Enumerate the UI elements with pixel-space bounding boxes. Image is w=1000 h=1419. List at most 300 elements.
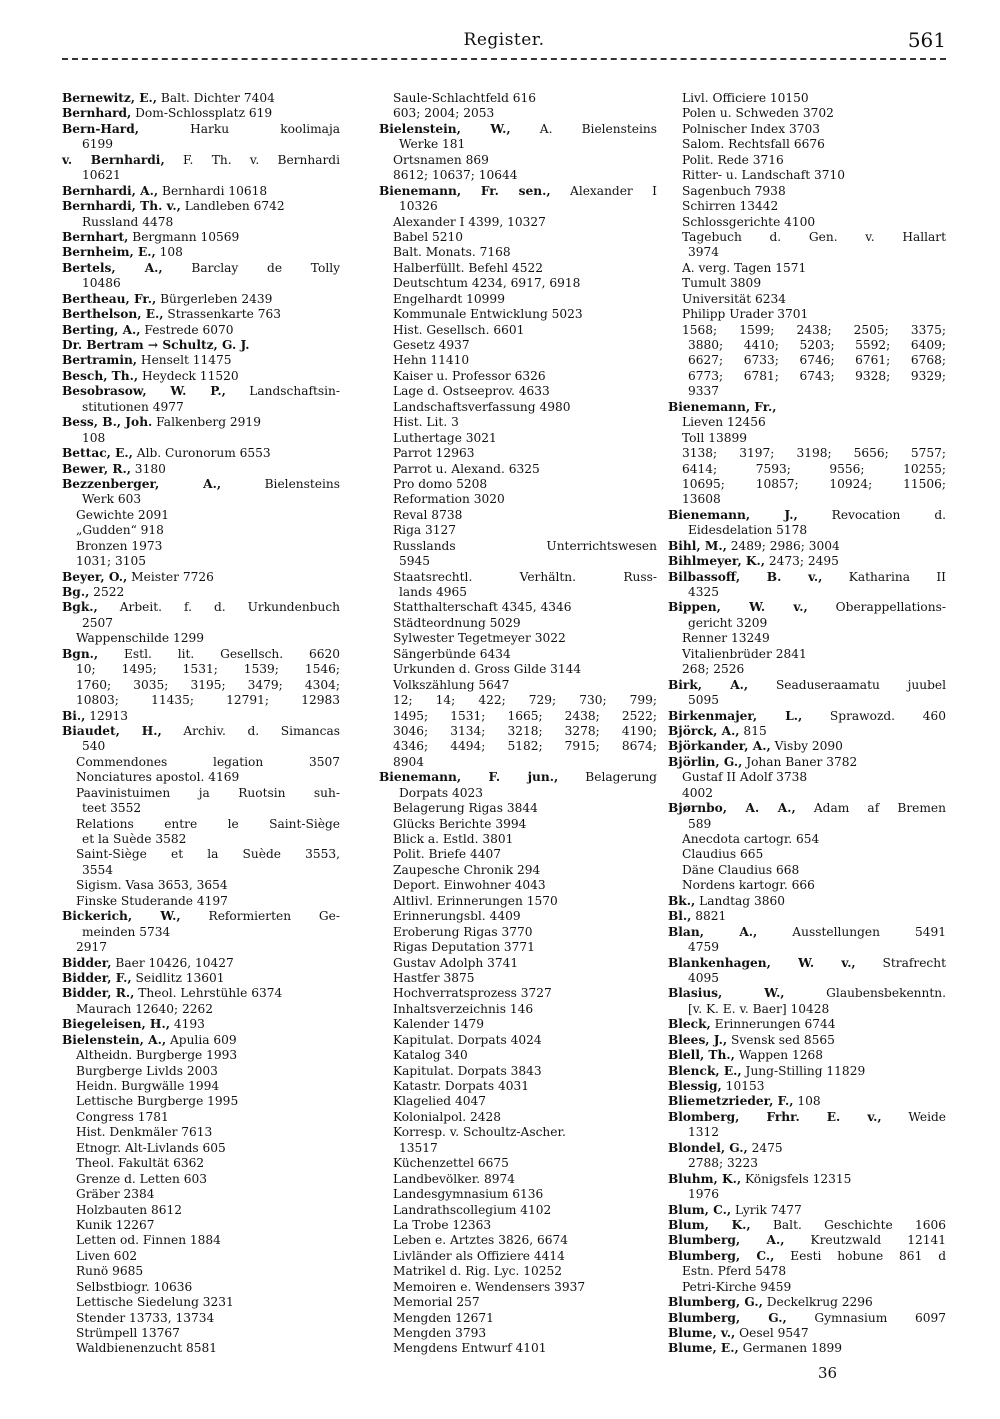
entry-text: 13608 <box>682 492 721 507</box>
entry-text: Estn. Pferd 5478 <box>682 1264 787 1279</box>
entry-text: Russlands Unterrichtswesen <box>393 538 657 553</box>
index-line <box>379 786 657 801</box>
index-line <box>668 323 946 338</box>
entry-text: Nonciatures apostol. 4169 <box>76 770 240 785</box>
entry-text: Gymnasium 6097 <box>786 1310 946 1325</box>
index-line <box>379 1017 657 1032</box>
entry-text: Belagerung Rigas 3844 <box>393 801 538 816</box>
entry-text: Burgberge Livlds 2003 <box>76 1063 218 1078</box>
index-line <box>668 431 946 446</box>
entry-text: Pro domo 5208 <box>393 476 488 491</box>
entry-text: Revocation d. <box>797 507 946 522</box>
entry-text: 3880; 4410; 5203; 5592; 6409; <box>688 338 946 352</box>
entry-text: Paavinistuimen ja Ruotsin suh- <box>76 785 340 800</box>
entry-text: 10153 <box>721 1079 765 1093</box>
entry-text: 540 <box>82 739 106 754</box>
entry-text: 4325 <box>688 585 720 599</box>
index-line <box>379 292 657 307</box>
entry-author: v. Bernhardi, <box>62 152 165 167</box>
entry-text: Archiv. d. Simancas <box>161 723 340 738</box>
entry-author: Blees, J., <box>668 1032 728 1047</box>
index-line <box>62 940 340 955</box>
entry-text: 2788; 3223 <box>688 1156 759 1171</box>
index-line <box>668 616 946 631</box>
entry-text: Salom. Rechtsfall 6676 <box>682 137 825 152</box>
index-line <box>62 184 340 199</box>
index-line <box>668 137 946 152</box>
entry-text: Balt. Geschichte 1606 <box>750 1217 946 1232</box>
entry-text: 108 <box>155 245 183 260</box>
entry-text: Katalog 340 <box>393 1048 468 1063</box>
entry-text: 268; 2526 <box>682 662 745 677</box>
entry-text: Balt. Monats. 7168 <box>393 245 511 260</box>
entry-text: 8904 <box>393 754 425 769</box>
entry-text: Werke 181 <box>399 137 466 152</box>
index-line <box>379 1295 657 1310</box>
index-line <box>62 492 340 507</box>
entry-text: Hehn 11410 <box>393 353 470 368</box>
entry-text: Mengdens Entwurf 4101 <box>393 1341 547 1356</box>
entry-text: Germanen 1899 <box>738 1341 842 1356</box>
index-line <box>668 307 946 322</box>
entry-text: Reformation 3020 <box>393 492 505 507</box>
index-line <box>668 261 946 276</box>
index-line <box>668 539 946 554</box>
entry-text: Alb. Curonorum 6553 <box>132 446 271 461</box>
index-line <box>379 1048 657 1063</box>
entry-text: Sagenbuch 7938 <box>682 183 786 198</box>
index-line <box>379 631 657 646</box>
entry-text: Inhaltsverzeichnis 146 <box>393 1001 534 1016</box>
index-line <box>379 693 657 708</box>
entry-author: Björlin, G., <box>668 754 743 769</box>
entry-author: Blondel, G., <box>668 1140 748 1155</box>
entry-text: Liven 602 <box>76 1248 138 1263</box>
entry-author: Blumberg, G., <box>668 1310 787 1325</box>
index-line <box>668 1341 946 1356</box>
entry-text: Kapitulat. Dorpats 4024 <box>393 1032 542 1047</box>
entry-author: Bippen, W. v., <box>668 600 808 615</box>
entry-text: Gewichte 2091 <box>76 507 169 522</box>
entry-text: Landesgymnasium 6136 <box>393 1187 544 1202</box>
entry-author: Bertramin, <box>62 353 138 368</box>
entry-author: Blasius, W., <box>668 986 785 1001</box>
entry-text: Falkenberg 2919 <box>152 415 261 430</box>
entry-text: Saule-Schlachtfeld 616 <box>393 91 537 105</box>
index-line <box>379 1326 657 1341</box>
entry-text: Landschaftsin- <box>225 384 341 399</box>
entry-text: 8821 <box>691 909 727 924</box>
entry-author: Besobrasow, W. P., <box>62 384 226 399</box>
index-column-1 <box>62 91 340 1357</box>
index-line <box>668 1079 946 1094</box>
index-line <box>379 1311 657 1326</box>
index-line <box>379 1110 657 1125</box>
index-line <box>62 1218 340 1233</box>
index-line <box>379 1156 657 1171</box>
index-line <box>379 215 657 230</box>
index-line <box>62 1094 340 1109</box>
entry-text: Staatsrechtl. Verhältn. Russ- <box>393 569 657 584</box>
entry-text: Parrot u. Alexand. 6325 <box>393 461 540 476</box>
index-line <box>668 415 946 430</box>
index-line <box>62 554 340 569</box>
index-line <box>668 956 946 971</box>
index-line <box>62 1064 340 1079</box>
entry-text: F. Th. v. Bernhardi <box>164 152 340 167</box>
entry-text: Holzbauten 8612 <box>76 1202 183 1217</box>
entry-text: 3180 <box>130 461 166 476</box>
entry-text: Landtag 3860 <box>695 893 785 908</box>
index-line <box>62 1156 340 1171</box>
index-line <box>379 338 657 353</box>
entry-text: Städteordnung 5029 <box>393 615 521 630</box>
entry-text: Schirren 13442 <box>682 199 779 214</box>
entry-text: Stender 13733, 13734 <box>76 1310 215 1325</box>
entry-text: Kapitulat. Dorpats 3843 <box>393 1063 542 1078</box>
page-header <box>62 30 946 52</box>
index-line <box>62 986 340 1001</box>
index-line <box>668 1125 946 1140</box>
entry-text: 1495; 1531; 1665; 2438; 2522; <box>393 708 657 723</box>
entry-text: Livländer als Offiziere 4414 <box>393 1248 565 1263</box>
entry-text: Renner 13249 <box>682 631 770 646</box>
index-line <box>379 462 657 477</box>
index-line <box>62 956 340 971</box>
index-line <box>62 801 340 816</box>
entry-text: 2475 <box>747 1140 783 1155</box>
entry-text: 10803; 11435; 12791; 12983 <box>76 693 340 708</box>
index-line <box>668 1187 946 1202</box>
index-line <box>668 369 946 384</box>
entry-text: Harku koolimaja <box>139 121 340 136</box>
entry-text: 108 <box>82 430 106 445</box>
entry-text: Küchenzettel 6675 <box>393 1156 509 1171</box>
index-column-3 <box>668 91 946 1357</box>
index-line <box>62 1125 340 1140</box>
entry-text: Oesel 9547 <box>735 1326 809 1340</box>
entry-author: Bleck, <box>668 1017 711 1032</box>
entry-text: Deport. Einwohner 4043 <box>393 878 546 893</box>
index-line <box>668 1233 946 1248</box>
entry-text: Wappen 1268 <box>734 1048 824 1063</box>
entry-text: Kalender 1479 <box>393 1017 485 1032</box>
entry-text: Letten od. Finnen 1884 <box>76 1233 221 1248</box>
entry-author: Besch, Th., <box>62 368 139 383</box>
index-line <box>668 462 946 477</box>
index-line <box>379 1141 657 1156</box>
index-line <box>62 925 340 940</box>
index-line <box>62 878 340 893</box>
index-line <box>62 230 340 245</box>
entry-text: Altlivl. Erinnerungen 1570 <box>393 893 558 908</box>
index-line <box>379 1233 657 1248</box>
entry-text: Festrede 6070 <box>140 322 234 337</box>
index-line <box>668 724 946 739</box>
entry-text: [v. K. E. v. Baer] 10428 <box>688 1001 830 1016</box>
page-number: 561 <box>907 28 946 52</box>
entry-text: Baer 10426, 10427 <box>111 955 234 970</box>
entry-text: Landrathscollegium 4102 <box>393 1202 552 1217</box>
index-line <box>62 415 340 430</box>
entry-text: Memoiren e. Wendensers 3937 <box>393 1279 586 1294</box>
index-line <box>668 678 946 693</box>
index-line <box>668 1249 946 1264</box>
index-line <box>668 863 946 878</box>
entry-text: Lyrik 7477 <box>731 1202 802 1217</box>
index-line <box>379 1280 657 1295</box>
index-line <box>379 508 657 523</box>
entry-text: Sylwester Tegetmeyer 3022 <box>393 631 566 646</box>
entry-text: Glücks Berichte 3994 <box>393 816 527 831</box>
entry-author: Blumberg, G., <box>668 1295 763 1310</box>
entry-author: Bess, B., Joh. <box>62 415 153 430</box>
index-line <box>379 971 657 986</box>
entry-author: Bgn., <box>62 646 99 661</box>
entry-text: Urkunden d. Gross Gilde 3144 <box>393 662 582 677</box>
index-line <box>62 400 340 415</box>
entry-text: Strafrecht <box>855 955 946 970</box>
entry-text: Luthertage 3021 <box>393 430 497 445</box>
entry-text: Ortsnamen 869 <box>393 152 489 167</box>
entry-text: Theol. Fakultät 6362 <box>76 1156 205 1171</box>
entry-text: 1312 <box>688 1125 720 1140</box>
entry-text: Königsfels 12315 <box>741 1171 852 1186</box>
entry-text: 8612; 10637; 10644 <box>393 168 518 183</box>
entry-text: Babel 5210 <box>393 229 464 244</box>
entry-text: 10326 <box>399 199 438 214</box>
entry-text: Congress 1781 <box>76 1109 169 1124</box>
entry-text: Halberfüllt. Befehl 4522 <box>393 260 543 275</box>
entry-text: 2917 <box>76 940 108 955</box>
entry-author: Bjørnbo, A. A., <box>668 801 796 816</box>
index-line <box>379 1094 657 1109</box>
entry-text: A. Bielensteins <box>510 121 657 136</box>
index-line <box>379 1249 657 1264</box>
index-line <box>62 863 340 878</box>
index-line <box>62 631 340 646</box>
index-line <box>379 153 657 168</box>
index-line <box>62 168 340 183</box>
index-line <box>668 894 946 909</box>
entry-text: Philipp Urader 3701 <box>682 307 809 322</box>
entry-text: 12; 14; 422; 729; 730; 799; <box>393 693 657 708</box>
index-line <box>62 384 340 399</box>
entry-author: Bluhm, K., <box>668 1171 742 1186</box>
index-line <box>668 940 946 955</box>
entry-text: Sängerbünde 6434 <box>393 646 511 661</box>
index-line <box>379 755 657 770</box>
index-line <box>379 925 657 940</box>
entry-text: Nordens kartogr. 666 <box>682 878 815 893</box>
index-line <box>379 539 657 554</box>
index-line <box>62 1017 340 1032</box>
entry-text: stitutionen 4977 <box>82 399 184 414</box>
entry-text: Meister 7726 <box>127 569 214 584</box>
index-line <box>379 230 657 245</box>
index-line <box>668 631 946 646</box>
entry-text: 4002 <box>682 785 714 800</box>
index-line <box>668 847 946 862</box>
index-line <box>668 1326 946 1341</box>
index-line <box>668 292 946 307</box>
entry-text: Russland 4478 <box>82 214 174 229</box>
entry-text: Kaiser u. Professor 6326 <box>393 368 546 383</box>
entry-text: Henselt 11475 <box>137 353 232 368</box>
index-line <box>668 585 946 600</box>
entry-text: Tumult 3809 <box>682 276 762 291</box>
index-line <box>62 847 340 862</box>
entry-text: Kommunale Entwicklung 5023 <box>393 307 583 322</box>
index-line <box>379 986 657 1001</box>
entry-author: Bg., <box>62 585 90 599</box>
entry-text: Lettische Burgberge 1995 <box>76 1094 239 1109</box>
entry-text: Zaupesche Chronik 294 <box>393 862 541 877</box>
index-line <box>379 261 657 276</box>
entry-text: Estl. lit. Gesellsch. 6620 <box>98 646 340 661</box>
index-line <box>668 1110 946 1125</box>
index-line <box>668 554 946 569</box>
entry-text: Lieven 12456 <box>682 415 766 430</box>
index-line <box>62 1048 340 1063</box>
index-line <box>379 940 657 955</box>
entry-text: Ausstellungen 5491 <box>757 924 946 939</box>
index-line <box>668 1203 946 1218</box>
entry-text: Polen u. Schweden 3702 <box>682 106 834 121</box>
index-line <box>668 786 946 801</box>
entry-text: Bronzen 1973 <box>76 538 163 553</box>
index-line <box>668 353 946 368</box>
entry-text: 4759 <box>688 940 720 955</box>
entry-author: Blomberg, Frhr. E. v., <box>668 1109 882 1124</box>
index-line <box>62 539 340 554</box>
entry-text: Deutschtum 4234, 6917, 6918 <box>393 276 581 291</box>
index-line <box>62 153 340 168</box>
entry-text: Vitalienbrüder 2841 <box>682 646 807 661</box>
index-column-2 <box>379 91 657 1357</box>
index-line <box>379 276 657 291</box>
entry-text: 2507 <box>82 615 114 630</box>
index-line <box>668 106 946 121</box>
entry-text: Mengden 12671 <box>393 1310 494 1325</box>
entry-text: Erinnerungsbl. 4409 <box>393 909 521 924</box>
entry-author: Bliemetzrieder, F., <box>668 1094 794 1109</box>
entry-text: Deckelkrug 2296 <box>762 1295 873 1310</box>
entry-text: Eroberung Rigas 3770 <box>393 924 533 939</box>
entry-text: Saint-Siège et la Suède 3553, <box>76 847 340 862</box>
entry-author: Bienemann, Fr., <box>668 399 777 414</box>
entry-text: Kunik 12267 <box>76 1217 155 1232</box>
index-line <box>668 1094 946 1109</box>
entry-author: Birkenmajer, L., <box>668 708 803 723</box>
index-line <box>62 323 340 338</box>
entry-text: Adam af Bremen <box>795 801 946 816</box>
index-line <box>668 1064 946 1079</box>
index-line <box>668 739 946 754</box>
entry-author: Bertheau, Fr., <box>62 291 157 306</box>
index-line <box>668 508 946 523</box>
entry-text: Bielensteins <box>221 476 340 491</box>
index-line <box>668 91 946 106</box>
entry-author: Bl., <box>668 909 692 924</box>
entry-text: Memorial 257 <box>393 1295 480 1310</box>
index-line <box>62 91 340 106</box>
index-line <box>668 801 946 816</box>
index-line <box>379 894 657 909</box>
index-line <box>668 1002 946 1017</box>
entry-text: „Gudden“ 918 <box>76 523 164 538</box>
entry-text: teet 3552 <box>82 801 142 816</box>
entry-text: 10486 <box>82 276 121 291</box>
index-line <box>668 832 946 847</box>
entry-text: 815 <box>739 723 767 738</box>
entry-text: Belagerung <box>558 770 657 785</box>
entry-text: Rigas Deputation 3771 <box>393 940 535 955</box>
entry-text: Glaubensbekenntn. <box>784 986 946 1001</box>
index-line <box>668 1141 946 1156</box>
entry-text: Matrikel d. Rig. Lyc. 10252 <box>393 1264 563 1279</box>
entry-text: Landschaftsverfassung 4980 <box>393 399 571 414</box>
entry-author: Bilbassoff, B. v., <box>668 569 823 584</box>
index-line <box>379 570 657 585</box>
entry-text: Parrot 12963 <box>393 446 475 461</box>
entry-text: Gustav Adolph 3741 <box>393 955 519 970</box>
index-line <box>668 1295 946 1310</box>
entry-text: Alexander I <box>550 183 657 198</box>
index-line <box>62 817 340 832</box>
index-line <box>379 724 657 739</box>
index-line <box>379 1172 657 1187</box>
entry-author: Blankenhagen, W. v., <box>668 955 856 970</box>
index-line <box>379 585 657 600</box>
index-line <box>62 709 340 724</box>
entry-text: 3974 <box>688 245 720 260</box>
entry-text: 4346; 4494; 5182; 7915; 8674; <box>393 739 657 754</box>
index-line <box>62 1203 340 1218</box>
entry-text: Livl. Officiere 10150 <box>682 91 809 105</box>
index-line <box>668 276 946 291</box>
entry-author: Berting, A., <box>62 322 141 337</box>
entry-text: Hist. Gesellsch. 6601 <box>393 322 525 337</box>
index-line <box>379 184 657 199</box>
index-line <box>62 1326 340 1341</box>
index-line <box>379 801 657 816</box>
entry-author: Bielenstein, A., <box>62 1032 167 1047</box>
index-line <box>62 1233 340 1248</box>
entry-text: Gesetz 4937 <box>393 338 470 352</box>
index-line <box>379 600 657 615</box>
entry-author: Bidder, F., <box>62 970 132 985</box>
index-line <box>379 647 657 662</box>
index-line <box>379 323 657 338</box>
index-line <box>668 1218 946 1233</box>
entry-text: Petri-Kirche 9459 <box>682 1279 792 1294</box>
index-line <box>62 678 340 693</box>
entry-text: Balt. Dichter 7404 <box>157 91 275 105</box>
index-line <box>62 1249 340 1264</box>
index-line <box>62 693 340 708</box>
entry-text: lands 4965 <box>399 585 467 599</box>
index-line <box>62 1341 340 1356</box>
entry-author: Blan, A., <box>668 924 758 939</box>
index-line <box>668 338 946 353</box>
entry-text: Runö 9685 <box>76 1264 144 1279</box>
entry-text: Toll 13899 <box>682 430 747 445</box>
index-line <box>62 739 340 754</box>
index-line <box>379 817 657 832</box>
index-line <box>668 446 946 461</box>
index-line <box>379 878 657 893</box>
